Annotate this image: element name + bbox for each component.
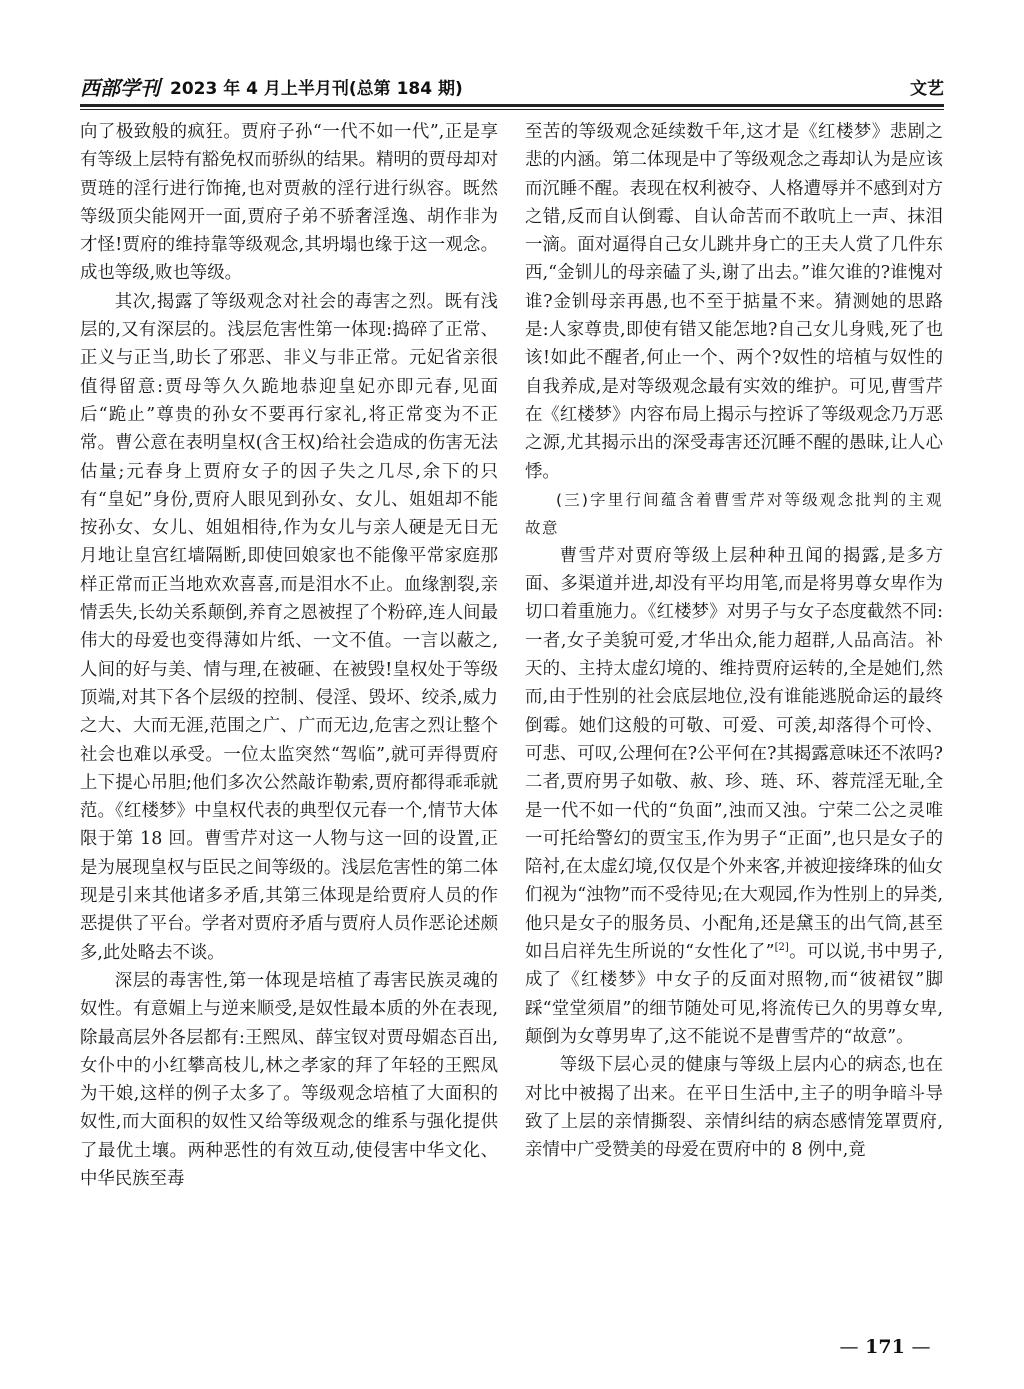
journal-logo: 西部学刊 xyxy=(80,76,160,100)
paragraph: 至苦的等级观念延续数千年,这才是《红楼梦》悲剧之悲的内涵。第二体现是中了等级观念之毒却认为是应该而沉睡不醒。表现在权利被夺、人格遭辱并不感到对方之错,反而自认倒霉、自认命苦而不敢吭上一声、抹泪一滴。面对逼得自己女儿跳井身亡的王夫人赏了几件东西,“金钏儿的母亲磕了头,谢了出去。”谁欠谁的?谁愧对谁?金钏母亲再愚,也不至于掂量不来。猜测她的思路是:人家尊贵,即使有错又能怎地?自己女儿身贱,死了也该!如此不醒者,何止一个、两个?奴性的培植与奴性的自我养成,是对等级观念最有实效的维护。可见,曹雪芹在《红楼梦》内容布局上揭示与控诉了等级观念乃万恶之源,尤其揭示出的深受毒害还沉睡不醒的愚昧,让人心悸。 xyxy=(525,122,943,482)
citation-ref[interactable]: [2] xyxy=(774,942,789,954)
right-column xyxy=(525,118,943,1353)
page-number-value: 171 xyxy=(865,1336,905,1358)
issue-info: 2023 年 4 月上半月刊(总第 184 期) xyxy=(170,79,463,99)
left-column xyxy=(80,118,498,1353)
header-rule-thin xyxy=(80,109,944,110)
paragraph: 等级下层心灵的健康与等级上层内心的病态,也在对比中被揭了出来。在平日生活中,主子的明争暗斗导致了上层的亲情撕裂、亲情纠结的病态感情笼罩贾府,亲情中广受赞美的母爱在贾府中的 8 例中,竟 xyxy=(525,1055,943,1161)
dash-left: — xyxy=(839,1336,859,1358)
paragraph-with-citation xyxy=(525,542,943,1051)
header-rule-thick xyxy=(80,104,944,107)
paragraph-text: 。可以说,书中男子,成了《红楼梦》中女子的反面对照物,而“彼裙钗”脚踩“堂堂须眉”的细节随处可见,将流传已久的男尊女卑,颠倒为女尊男卑了,这不能说不是曹雪芹的“故意”。 xyxy=(525,942,943,1047)
paragraph: 其次,揭露了等级观念对社会的毒害之烈。既有浅层的,又有深层的。浅层危害性第一体现:捣碎了正常、正义与正当,助长了邪恶、非义与非正常。元妃省亲很值得留意:贾母等久久跪地恭迎皇妃亦即元春,见面后“跪止”尊贵的孙女不要再行家礼,将正常变为不正常。曹公意在表明皇权(含王权)给社会造成的伤害无法估量;元春身上贾府女子的因子失之几尽,余下的只有“皇妃”身份,贾府人眼见到孙女、女儿、姐姐却不能按孙女、女儿、姐姐相待,作为女儿与亲人硬是无日无月地让皇宫红墙隔断,即使回娘家也不能像平常家庭那样正常而正当地欢欢喜喜,而是泪水不止。血缘割裂,亲情丢失,长幼关系颠倒,养育之恩被捏了个粉碎,连人间最伟大的母爱也变得薄如片纸、一文不值。一言以蔽之,人间的好与美、情与理,在被砸、在被毁!皇权处于等级顶端,对其下各个层级的控制、侵淫、毁坏、绞杀,威力之大、大而无涯,范围之广、广而无边,危害之烈让整个社会也难以承受。一位太监突然“驾临”,就可弄得贾府上下提心吊胆;他们多次公然敲诈勒索,贾府都得乖乖就范。《红楼梦》中皇权代表的典型仅元春一个,情节大体限于第 18 回。曹雪芹对这一人物与这一回的设置,正是为展现皇权与臣民之间等级的。浅层危害性的第二体现是引来其他诸多矛盾,其第三体现是给贾府人员的作恶提供了平台。学者对贾府矛盾与贾府人员作恶论述颇多,此处略去不谈。 xyxy=(80,291,498,963)
paragraph: 深层的毒害性,第一体现是培植了毒害民族灵魂的奴性。有意媚上与逆来顺受,是奴性最本质的外在表现,除最高层外各层都有:王熙凤、薛宝钗对贾母媚态百出,女仆中的小红攀高枝儿,林之孝家的拜了年轻的王熙凤为干娘,这样的例子太多了。等级观念培植了大面积的奴性,而大面积的奴性又给等级观念的维系与强化提供了最优土壤。两种恶性的有效互动,使侵害中华文化、中华民族至毒 xyxy=(80,970,498,1189)
page-header xyxy=(80,70,944,100)
page-number xyxy=(826,1336,944,1358)
dash-right: — xyxy=(911,1336,931,1358)
section-name: 文艺 xyxy=(910,79,944,99)
paragraph-text: 曹雪芹对贾府等级上层种种丑闻的揭露,是多方面、多渠道并进,却没有平均用笔,而是将男尊女卑作为切口着重施力。《红楼梦》对男子与女子态度截然不同:一者,女子美貌可爱,才华出众,能力超群,人品高洁。补天的、主持太虚幻境的、维持贾府运转的,全是她们,然而,由于性别的社会底层地位,没有谁能逃脱命运的最终倒霉。她们这般的可敬、可爱、可羡,却落得个可怜、可悲、可叹,公理何在?公平何在?其揭露意味还不浓吗?二者,贾府男子如敬、赦、珍、琏、环、蓉荒淫无耻,全是一代不如一代的“负面”,浊而又浊。宁荣二公之灵唯一可托给警幻的贾宝玉,作为男子“正面”,也只是女子的陪衬,在太虚幻境,仅仅是个外来客,并被迎接绛珠的仙女们视为“浊物”而不受待见;在大观园,作为性别上的异类,他只是女子的服务员、小配角,还是黛玉的出气筒,甚至如吕启祥先生所说的“女性化了” xyxy=(525,545,943,963)
subsection-heading: (三)字里行间蕴含着曹雪芹对等级观念批判的主观故意 xyxy=(525,490,943,537)
paragraph: 向了极致般的疯狂。贾府子孙“一代不如一代”,正是享有等级上层特有豁免权而骄纵的结果。精明的贾母却对贾琏的淫行进行饰掩,也对贾赦的淫行进行纵容。既然等级顶尖能网开一面,贾府子弟不骄奢淫逸、胡作非为才怪!贾府的维持靠等级观念,其坍塌也缘于这一观念。成也等级,败也等级。 xyxy=(80,122,498,284)
